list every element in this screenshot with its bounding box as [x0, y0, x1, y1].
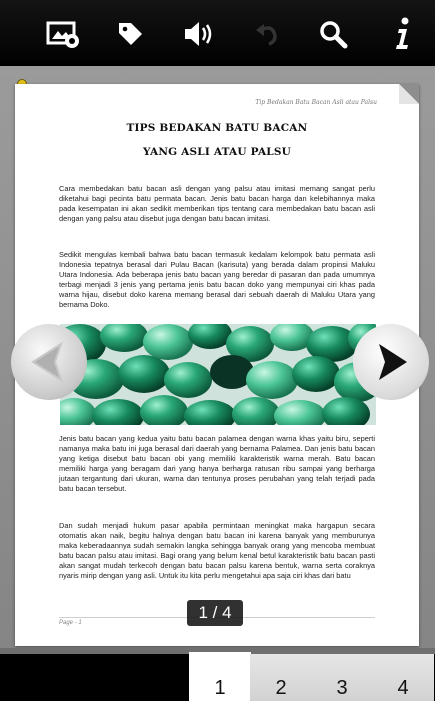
page-fold-corner [399, 84, 419, 104]
undo-icon [247, 14, 287, 54]
paragraph: Cara membedakan batu bacan asli dengan yang palsu atau imitasi memang sangat perlu diketahui bagi pecinta batu permata bacan. Jenis batu bacan harga dan kelebihannya maka pada kesempatan ini akan sedikit memberikan tips tentang cara membedakan batu bacan asli dengan yang palsu atau disebut juga dengan batu bacan imitasi. [59, 184, 375, 224]
next-page-button[interactable] [353, 324, 429, 400]
paragraph: Sedikit mengulas kembali bahwa batu bacan termasuk kedalam kelompok batu permata asli Indonesia tepatnya berasal dari Pulau Bacan (karisuta) yang berada dalam propinsi Maluku Utara Indonesia. Ada beberapa jenis batu bacan yang beredar di pasaran dan pada umumnya terbagi menjadi 3 jenis yang pertama jenis batu bacan doko yang mempunyai ciri khas pada warna hijau, disebut doko karena memang berasal dari sebuah daerah di Maluku Utara yang bernama Doko. [59, 250, 375, 310]
image-settings-icon[interactable] [44, 14, 84, 54]
toolbar [0, 0, 435, 66]
page-indicator: 1 / 4 [187, 600, 243, 626]
bacan-stones-photo [60, 324, 376, 425]
search-icon[interactable] [313, 14, 353, 54]
arrow-left-icon [11, 324, 87, 400]
paragraph: Dan sudah menjadi hukum pasar apabila permintaan meningkat maka hargapun secara otomatis akan naik, begitu halnya dengan batu bacan ini karena banyak yang memburunya maka keberadaannya sudah semakin langka sehingga banyak orang yang mencoba membuat batu bacan palsu atau imitasi. Bagi orang yang belum kenal betul karakteristik batu bacan pasti akan sangat mudah terkecoh dengan batu bacan palsu karena bentuk, warna serta coraknya nyaris mirip dengan yang asli. Untuk itu kita perlu mengetahui apa saja ciri khas dari batu [59, 521, 375, 581]
previous-page-button[interactable] [11, 324, 87, 400]
info-icon[interactable] [382, 14, 422, 54]
page-thumbnail-4[interactable]: 4 [372, 654, 434, 701]
paragraph: Jenis batu bacan yang kedua yaitu batu bacan palamea dengan warna khas yaitu biru, seperti namanya maka batu ini juga berasal dari daerah yang bernama Palamea. Dan jenis batu bacan yang ketiga disebut batu bacan obi yang memiliki karakteristik warna merah. Batu bacan memiliki harga yang beragam dari yang hanya berharga ratusan ribu sampai yang berharga jutaan tergantung dari ukuran, warna dan tentunya proses perubahan yang telah terjadi pada batu bacan tersebut. [59, 434, 375, 494]
page-thumbnail-3[interactable]: 3 [311, 654, 373, 701]
running-head: Tip Bedakan Batu Bacan Asli atau Palsu [255, 99, 377, 106]
thumbnail-strip [0, 648, 435, 701]
document-title-line2: YANG ASLI ATAU PALSU [142, 146, 292, 158]
arrow-right-icon [353, 324, 429, 400]
volume-icon[interactable] [178, 14, 218, 54]
page-thumbnail-2[interactable]: 2 [250, 654, 312, 701]
page-thumbnail-1[interactable]: 1 [189, 652, 251, 701]
page-footer: Page - 1 [59, 617, 375, 626]
document-title-line1: TIPS BEDAKAN BATU BACAN [126, 122, 308, 134]
bookmark-tag-icon[interactable] [110, 14, 150, 54]
